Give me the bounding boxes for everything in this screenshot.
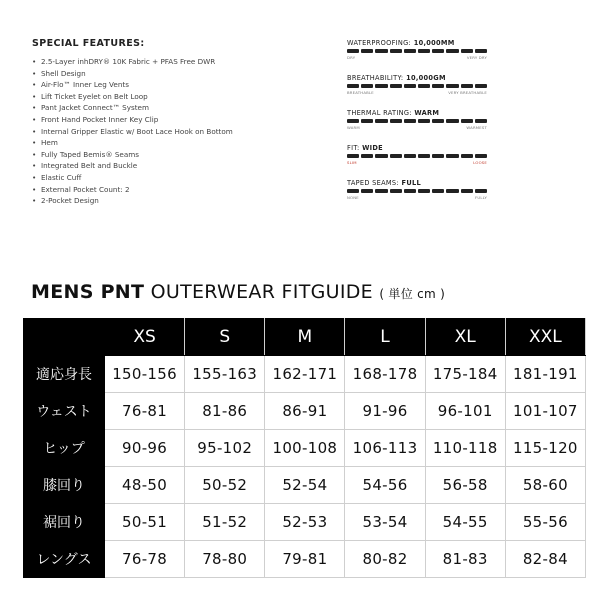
table-cell: 82-84 [505,541,585,578]
rating-high-label: WARMEST [466,125,487,130]
rating-segment [404,189,416,193]
rating-low-label: NONE [347,195,359,200]
table-cell: 55-56 [505,504,585,541]
size-table [23,318,586,578]
rating-value: 10,000MM [413,39,455,47]
table-row [24,467,586,504]
rating-segment [390,84,402,88]
row-label: 適応身長 [24,356,105,393]
rating-segment [347,154,359,158]
fitguide-unit: ( 単位 cm ) [379,287,446,301]
table-cell: 76-81 [105,393,185,430]
feature-item: • Lift Ticket Eyelet on Belt Loop [32,91,292,103]
rating-segment [361,84,373,88]
fitguide-title-rest: OUTERWEAR FITGUIDE [150,281,373,303]
rating-segment [432,189,444,193]
table-cell: 106-113 [345,430,425,467]
rating-segment [390,189,402,193]
rating-segment [475,84,487,88]
rating-low-label: SLIM [347,160,357,165]
rating-segment [361,119,373,123]
features-list [32,56,292,207]
size-header: L [345,319,425,356]
rating-segment [375,154,387,158]
table-row [24,393,586,430]
table-cell: 96-101 [425,393,505,430]
rating-low-label: WARM [347,125,360,130]
feature-item: • Pant Jacket Connect™ System [32,102,292,114]
table-cell: 52-54 [265,467,345,504]
fitguide-title [31,281,445,303]
table-cell: 100-108 [265,430,345,467]
rating-segment [446,49,458,53]
table-cell: 80-82 [345,541,425,578]
rating-segment [375,84,387,88]
rating-segment [475,119,487,123]
table-header-row [24,319,586,356]
rating-segment [432,154,444,158]
table-cell: 95-102 [185,430,265,467]
rating-segment [418,154,430,158]
feature-item: • Elastic Cuff [32,172,292,184]
rating-segment [432,49,444,53]
feature-item: • 2.5-Layer inhDRY® 10K Fabric + PFAS Free DWR [32,56,292,68]
rating-bar [347,49,487,53]
table-row [24,541,586,578]
table-cell: 53-54 [345,504,425,541]
rating-segment [446,119,458,123]
rating-segment [375,119,387,123]
taped-seams-rating [347,179,487,214]
feature-item: • Air-Flo™ Inner Leg Vents [32,79,292,91]
table-cell: 58-60 [505,467,585,504]
rating-segment [347,84,359,88]
table-row [24,430,586,467]
rating-segment [390,119,402,123]
row-label: レングス [24,541,105,578]
rating-high-label: FULLY [474,195,487,200]
feature-item: • Integrated Belt and Buckle [32,160,292,172]
rating-segment [432,84,444,88]
rating-segment [404,119,416,123]
table-cell: 115-120 [505,430,585,467]
rating-segment [375,49,387,53]
rating-label: BREATHABILITY: [347,74,404,82]
table-cell: 181-191 [505,356,585,393]
table-cell: 90-96 [105,430,185,467]
rating-segment [404,154,416,158]
special-features [32,38,292,207]
rating-segment [390,49,402,53]
table-cell: 81-86 [185,393,265,430]
table-cell: 162-171 [265,356,345,393]
feature-item: • Front Hand Pocket Inner Key Clip [32,114,292,126]
rating-segment [418,49,430,53]
rating-segment [461,119,473,123]
table-row [24,356,586,393]
rating-segment [361,189,373,193]
breathability-rating [347,74,487,109]
feature-item: • Shell Design [32,68,292,80]
size-header: XL [425,319,505,356]
rating-segment [461,189,473,193]
row-label: 裾回り [24,504,105,541]
table-cell: 50-52 [185,467,265,504]
rating-label: FIT: [347,144,360,152]
table-cell: 51-52 [185,504,265,541]
feature-item: • 2-Pocket Design [32,195,292,207]
table-cell: 91-96 [345,393,425,430]
table-cell: 175-184 [425,356,505,393]
table-cell: 155-163 [185,356,265,393]
size-header: XS [105,319,185,356]
rating-segment [418,84,430,88]
table-cell: 54-55 [425,504,505,541]
feature-item: • Internal Gripper Elastic w/ Boot Lace Hook on Bottom [32,126,292,138]
rating-segment [347,189,359,193]
rating-high-label: VERY BREATHABLE [448,90,487,95]
rating-low-label: BREATHABLE [347,90,374,95]
rating-value: WIDE [362,144,383,152]
thermal-rating [347,109,487,144]
rating-value: FULL [401,179,421,187]
table-cell: 56-58 [425,467,505,504]
rating-value: WARM [414,109,440,117]
rating-segment [461,154,473,158]
rating-segment [446,154,458,158]
rating-segment [432,119,444,123]
rating-segment [361,49,373,53]
rating-segment [418,119,430,123]
rating-high-label: LOOSE [473,160,487,165]
rating-segment [347,119,359,123]
rating-bar [347,84,487,88]
size-header: S [185,319,265,356]
feature-item: • Hem [32,137,292,149]
rating-bar [347,119,487,123]
size-header: M [265,319,345,356]
table-cell: 81-83 [425,541,505,578]
table-cell: 79-81 [265,541,345,578]
table-cell: 150-156 [105,356,185,393]
rating-label: THERMAL RATING: [347,109,412,117]
table-cell: 110-118 [425,430,505,467]
rating-segment [475,49,487,53]
rating-bar [347,189,487,193]
rating-segment [418,189,430,193]
table-cell: 78-80 [185,541,265,578]
row-label: 膝回り [24,467,105,504]
rating-label: TAPED SEAMS: [347,179,399,187]
table-cell: 52-53 [265,504,345,541]
rating-segment [461,84,473,88]
size-header: XXL [505,319,585,356]
table-cell: 168-178 [345,356,425,393]
table-cell: 76-78 [105,541,185,578]
rating-value: 10,000GM [406,74,446,82]
rating-bar [347,154,487,158]
rating-segment [446,84,458,88]
rating-segment [361,154,373,158]
rating-segment [375,189,387,193]
table-cell: 48-50 [105,467,185,504]
table-cell: 86-91 [265,393,345,430]
rating-segment [347,49,359,53]
waterproofing-rating [347,39,487,74]
rating-segment [461,49,473,53]
rating-segment [475,189,487,193]
table-cell: 50-51 [105,504,185,541]
features-heading: SPECIAL FEATURES: [32,38,145,49]
feature-item: • External Pocket Count: 2 [32,184,292,196]
rating-label: WATERPROOFING: [347,39,412,47]
row-label: ウェスト [24,393,105,430]
rating-scales [347,39,487,214]
rating-segment [390,154,402,158]
table-cell: 101-107 [505,393,585,430]
fitguide-title-bold: MENS PNT [31,281,145,303]
table-corner-cell [24,319,105,356]
fit-rating [347,144,487,179]
rating-segment [446,189,458,193]
feature-item: • Fully Taped Bemis® Seams [32,149,292,161]
rating-segment [475,154,487,158]
rating-segment [404,84,416,88]
row-label: ヒップ [24,430,105,467]
rating-segment [404,49,416,53]
table-row [24,504,586,541]
rating-high-label: VERY DRY [466,55,487,60]
rating-low-label: DRY [347,55,356,60]
table-cell: 54-56 [345,467,425,504]
